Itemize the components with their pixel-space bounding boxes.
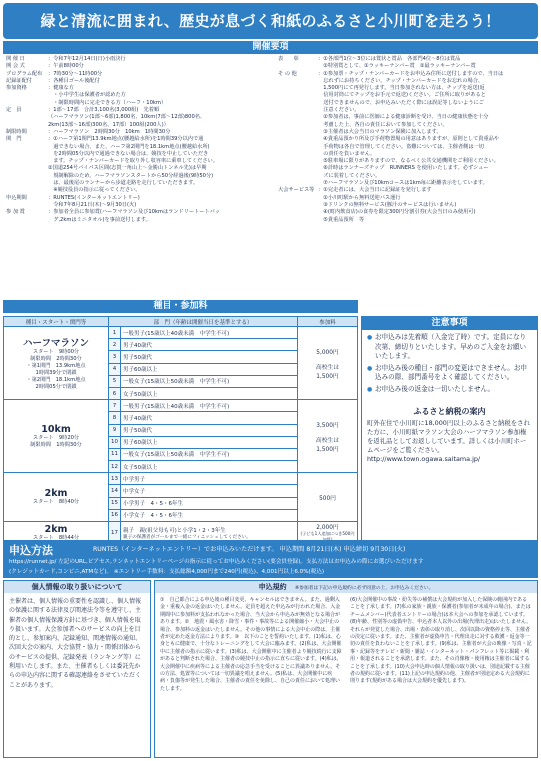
overview-line: [6, 173, 276, 180]
notice-heading: 注意事項: [362, 317, 537, 330]
overview-text: ②参加者は、事前に医師による健康診断を受け、当日の健康状態を十分: [318, 114, 489, 121]
privacy-heading: 個人情報の取り扱いについて: [4, 581, 150, 593]
overview-label: 記録証配付: [6, 77, 32, 84]
overview-line: [278, 173, 538, 180]
apply-line-3: (クレジットカード,コンビニ,ATMなど)。 ※エントリー手数料：支払総額4,000円まで240円(税込)、4,001円以上6.0%(税込): [9, 569, 325, 575]
overview-text: の責任を負いません。: [318, 150, 376, 157]
division-number: 9: [109, 424, 121, 436]
division-number: 7: [109, 400, 121, 412]
overview-line: [6, 63, 276, 70]
overview-heading: 開催要項: [3, 41, 538, 54]
overview-text: ：①ハーフ第1関門13.9km地点(腰越給水所)を1時間39分以内で通: [48, 136, 204, 143]
overview-text: 送付できませんので、お申込みいただく際には誤記等しないようにご: [318, 99, 484, 106]
overview-line: [6, 56, 276, 63]
division-name: [121, 327, 298, 339]
overview-left-column: [6, 56, 276, 224]
overview-label: 制限時間: [6, 128, 27, 135]
division-label: 女子50歳以上: [123, 391, 158, 398]
overview-text: 忘れずにお持ちください。チップ・ナンバーカードをお忘れの場合、: [318, 77, 484, 84]
race-detail: ・第1関門 13.9km地点: [26, 363, 86, 370]
division-number: 11: [109, 448, 121, 460]
race-detail: 1時間39分で閉鎖: [35, 370, 77, 377]
overview-line: [6, 92, 276, 99]
fee-text: 2,000円: [316, 525, 339, 531]
division-label: 一般男子(15歳以上40歳未満 中学生不可): [123, 330, 230, 337]
race-detail: 制限時間 1時間30分: [30, 441, 82, 448]
fee-cell: [298, 400, 358, 473]
division-number: 5: [109, 375, 121, 387]
division-number: 6: [109, 387, 121, 399]
terms-heading: [155, 581, 537, 593]
race-name: 2km: [44, 523, 68, 535]
fee-text: 1,500円: [316, 373, 339, 380]
overview-line: [278, 195, 538, 202]
overview-line: [278, 217, 538, 224]
overview-text: （ハーフマラソン(1部～6部)1,800名、10km(7部～12部)800名、: [48, 114, 206, 121]
division-label: 男子40歳代: [123, 415, 152, 422]
division-label: 男子60歳以上: [123, 440, 158, 447]
col-header-fee: 参加料: [298, 317, 358, 327]
overview-text: ます。チップ・ナンバーカードを取り外し収容車に乗車してください。: [48, 158, 218, 165]
overview-text: 2km(13部～16部)300名、17部）100組(200人)）: [48, 121, 169, 128]
overview-line: [6, 180, 276, 187]
division-name: [121, 412, 298, 424]
overview-line: [278, 63, 538, 70]
overview-label: プログラム配布: [6, 70, 43, 77]
overview-text: ズに装着してください。: [318, 172, 381, 179]
division-label: 小学女子 4・5・6年生: [123, 513, 183, 520]
overview-text: ：RUNTES(インターネットエントリー): [48, 194, 140, 201]
overview-line: [6, 165, 276, 172]
overview-line: [278, 114, 538, 121]
overview-label: 定 員: [6, 107, 22, 114]
overview-text: 手荷物は各自で管理してください。盗難については、主催者側は一切: [318, 143, 484, 150]
overview-line: [6, 136, 276, 143]
fee-text: 1,500円: [316, 446, 339, 453]
race-detail: スタート 8時44分: [32, 534, 80, 541]
overview-line: [6, 187, 276, 194]
overview-line: [6, 100, 276, 107]
overview-line: [278, 187, 538, 194]
overview-line: [278, 100, 538, 107]
division-name: [121, 424, 298, 436]
division-number: 8: [109, 412, 121, 424]
race-detail: スタート 8時40分: [32, 499, 80, 506]
terms-box: [154, 580, 538, 758]
race-detail: 制限時間 2時間30分: [30, 356, 82, 363]
division-number: 1: [109, 327, 121, 339]
categories-heading: 種目・参加料: [3, 300, 358, 313]
division-name: [121, 436, 298, 448]
furusato-text: 町外在住で小川町に18,000円以上のふるさと納税をされた方に、小川町紙マラソン大会のハーフマラソン参加権を返礼品としてお返ししています。詳しくは小川町ホームページをご覧ください。: [367, 418, 530, 455]
division-name: [121, 400, 298, 412]
fee-text: (子ども1人追加につき500円: [300, 531, 355, 536]
overview-text: ③ドリンクの無料サービス(豚汁のサービスは行いません): [318, 201, 457, 208]
overview-label: 開 催 日: [6, 56, 25, 62]
race-cell: [4, 473, 109, 522]
division-name: [121, 375, 298, 387]
division-label: 一般女子(15歳以上50歳未満 中学生不可): [123, 452, 230, 459]
division-label: 一般男子(15歳以上40歳未満 中学生不可): [123, 403, 230, 410]
overview-text: ④貴重品預かり所及び手荷物置場の用意はありますが、原則として貴重品や: [318, 136, 500, 143]
categories-table: [3, 316, 358, 544]
overview-line: [278, 71, 538, 78]
fee-text: 500円: [319, 495, 336, 502]
apply-banner: [3, 540, 538, 578]
division-number: 17: [109, 522, 121, 544]
overview-line: [278, 136, 538, 143]
overview-text: ：①完走者には、大会当日に記録証を発行します: [318, 187, 432, 194]
overview-text: ②特別賞として、①ラッキーナンバー賞 ②最ラッキーナンバー賞: [318, 63, 476, 70]
overview-line: [6, 122, 276, 129]
division-name: [121, 485, 298, 497]
overview-line: [278, 144, 538, 151]
division-name: [121, 461, 298, 473]
overview-label: 参加資格: [6, 85, 27, 92]
division-name: [121, 473, 298, 485]
fee-cell: [298, 473, 358, 522]
division-name: [121, 509, 298, 521]
overview-text: ：令和7年12月14日(日)小雨決行: [48, 56, 126, 62]
overview-line: [6, 114, 276, 121]
race-name: ハーフマラソン: [22, 338, 90, 350]
table-row: [4, 400, 358, 412]
overview-line: [278, 209, 538, 216]
division-label: 男子50歳代: [123, 428, 152, 435]
notice-item: ● お申込み後の返金は一切いたしません。: [367, 385, 532, 395]
overview-text: ※競技役員の指示に従ってください。: [48, 187, 141, 194]
overview-text: ⑤駐車場に限りがありますので、なるべく公共交通機関をご利用ください。: [318, 158, 499, 165]
overview-line: [278, 165, 538, 172]
overview-text: ②国道254号バイパス区間(志賀一角山上～金勝山トンネル先)は早期: [48, 165, 207, 172]
race-detail: スタート 9時00分: [32, 349, 80, 356]
fee-text: 高校生は: [315, 437, 340, 444]
overview-label: 大会サービス等: [278, 187, 315, 194]
division-label: 男子60歳以上: [123, 367, 158, 374]
furusato-heading: ふるさと納税の案内: [413, 406, 486, 416]
overview-text: ②小川町駅から無料送迎バス運行: [318, 194, 401, 201]
notice-panel: [361, 316, 538, 566]
overview-line: [6, 78, 276, 85]
col-header-division: 部 門（年齢は開催当日を基準とする）: [109, 317, 298, 327]
division-number: 16: [109, 509, 121, 521]
apply-line-2[interactable]: https://runnet.jp/ 左記のURL,ピアセス,ランネットエントリーページの指示に従ってお申込みください(要会員登録)。支払方法はお申込みの際にお選びいただけます: [9, 559, 424, 565]
overview-text: ⑦ハーフマラソン及び10kmコースは1km毎に距離表示をしています。: [318, 180, 488, 187]
division-name: [121, 387, 298, 399]
page-title: 緑と清流に囲まれ、歴史が息づく和紙のふるさと小川町を走ろう！: [40, 12, 501, 30]
division-number: 14: [109, 485, 121, 497]
overview-text: ：午前8時00分: [48, 63, 84, 70]
overview-text: ・制限時間内に完走できる方（ハーフ・10km）: [48, 99, 167, 106]
furusato-link[interactable]: http://www.town.ogawa.saitama.jp/: [367, 455, 481, 464]
overview-text: グ,2kmはミニタオル)を事前送付します。: [48, 216, 151, 223]
division-label: 中学男子: [123, 476, 146, 483]
overview-label: 関 門: [6, 136, 22, 143]
overview-text: ⑤貴重品預所 等: [318, 216, 365, 223]
overview-text: 注意ください。: [318, 107, 360, 114]
fee-text: 3,500円: [316, 422, 339, 429]
division-number: 10: [109, 436, 121, 448]
overview-label: そ の 他: [278, 70, 297, 77]
privacy-box: [3, 580, 151, 758]
division-label: 女子50歳以上: [123, 464, 158, 471]
overview-line: [6, 217, 276, 224]
overview-text: 信用封筒にてチップをお手元で返送)ください。ご住所に取りがあると: [318, 92, 486, 99]
overview-text: ：健康な方: [48, 85, 74, 92]
overview-text: ：①参加票・チップ・ナンバーカードをお申込み住所に送付しますので、当日は: [318, 70, 504, 77]
division-label: 一般女子(15歳以上50歳未満 中学生不可): [123, 379, 230, 386]
overview-text: 1,500円にて再発行します。当日参加されない方は、チップを返送(返: [318, 85, 485, 92]
overview-label: 申込期間: [6, 194, 27, 201]
notice-item: ● お申込みは先着順（入金完了時）です。定員になり次第、締切りといたします。早めのご入金をお願いいたします。: [367, 333, 532, 362]
apply-line-1: RUNTES（インターネットエントリー）でお申込みいただけます。 申込期間 8月21日(木) 申込締切 9月30日(火): [93, 546, 406, 553]
division-label: 男子40歳代: [123, 342, 152, 349]
division-name: [121, 497, 298, 509]
overview-line: [6, 144, 276, 151]
race-detail: スタート 9時20分: [32, 434, 80, 441]
overview-line: [6, 209, 276, 216]
race-cell: [4, 400, 109, 473]
division-number: 3: [109, 351, 121, 363]
division-number: 2: [109, 339, 121, 351]
fee-text: 5,000円: [316, 349, 339, 356]
fee-text: 高校生は: [315, 364, 340, 371]
division-name: [121, 351, 298, 363]
title-banner: [3, 3, 538, 39]
overview-text: ：①各部門1位～3位には賞状と賞品 各部門4位～8位は賞品: [318, 56, 461, 62]
division-name: [121, 339, 298, 351]
overview-text: ・小中学生は保護者が認めた方: [48, 92, 126, 99]
overview-line: [6, 195, 276, 202]
race-name: 10km: [41, 423, 71, 435]
overview-line: [278, 122, 538, 129]
table-row: [4, 473, 358, 485]
division-name: [121, 448, 298, 460]
overview-text: ⑥計時はランナーズチップ RUNNERS を使用いたします。必ずシュー: [318, 165, 489, 172]
overview-text: ：ハーフマラソン 2時間30分 10km 1時間30分: [48, 128, 171, 135]
division-label: 男子50歳代: [123, 354, 152, 361]
overview-right-column: [278, 56, 538, 224]
fee-cell: [298, 327, 358, 400]
overview-text: 令和7年8月21日(木)～9月30日(火): [48, 201, 137, 208]
overview-label: 開 会 式: [6, 63, 25, 70]
overview-text: ：各種目ゴール後配付: [48, 77, 100, 84]
terms-left: ① 自己都合による申込後の種目変更、キャンセルはできません。また、過剰入金・重複入金の返金はいたしません。定員を超えた申込みが行われた場合、入金期間中に参加料が支払われなかった場合、当大会から申込みが無効となる場合があります。② 地震・風水害・降雪・事件・事故等による開催縮小・大会中止の場合、参加料の返金はいたしません。その他の事情による大会中止の際は、主催者が定めた返金方法によります。③ 以下のことを誓約いたします。(1)私は、心身ともに健康で、十分なトレーニングをして大会に臨みます。(2)私は、大会開催中に主催者の指示に従います。(3)私は、大会開催中に主催者より競技続行に支障があると判断された場合、主催者の競技中止の指示に直ちに従います。(4)私は、大会開催中に疾病等による主催者の応急手当を受けることに異議ありません。その方法、処置等については一切異議を唱えません。(5)私は、大会開催中に疾病・負傷等が発生した場合、主催者の責任を免除し、自己の責任において処理いたします。: [160, 597, 342, 692]
overview-label: 参 加 賞: [6, 209, 25, 216]
terms-right: (6)大会開催中の事故・紛失等の補償は大会規約が加入した保険の範囲内であることを了承します。(7)私の家族・親族・保護者(参加者が未成年の場合)、またはチームメンバー(代表者エントリーの場合)は本大会への参加を承認しています。(8)年齢、性別等の虚偽申告、申込者本人以外の出場(代理出走)はいたしません。それらが発覚した場合、出場・表彰の取り消し、次回以降の資格停止等、主催者の決定に従います。また、主催者が虚偽申告・代理出走に対する救護・返金等一切の責任を負わないことを了承します。(9)私は、主催者が大会の映像・写真・記事・記録等をテレビ・新聞・雑誌・インターネット・パンフレット等に掲載・利用・報道されることを承諾します。また、その肖像権・使用権は主催者に属することを了承します。(10)大会申込時の個人情報の取り扱いは、別途記載する主催者の規約に従います。(11)上記の申込規約の他、主催者が別途定める大会規約に則ります(規約がある場合は大会規約を優先します)。: [350, 597, 532, 685]
overview-text: ④(町内飲食店)の食券を限定300円分割引券(大会当日のみ使用可): [318, 209, 476, 216]
overview-text: ：1部～17部 合計3,100名(3,000組) 先着順: [48, 107, 160, 114]
division-number: 13: [109, 473, 121, 485]
overview-line: [278, 92, 538, 99]
overview-text: ：7時30分～11時00分: [48, 70, 103, 77]
terms-note: ※参加者は下記の申込規約に必ず同意の上、お申込みください。: [295, 586, 434, 591]
overview-text: は、最後尾のランナーから歩道走路を走行していただきます。: [48, 180, 199, 187]
privacy-text: 主催者は、個人情報の重要性を認識し、個人情報の保護に関する法律及び関連法令等を遵守し、主催者の個人情報保護方針に基づき、個人情報を取り扱います。大会参加者へのサービスの向上を目的とし、参加案内、記録通知、関連情報の通知、次回大会の案内、大会協賛・協力・関係団体からのサービスの提供、記録発表（ランキング等）に利用いたします。また、主催者もしくは委託先からの申込内容に関する確認連絡をさせていただくことがあります。: [9, 598, 142, 689]
overview-text: を2時間05分以内で通過できない場合は、競技を中止していただき: [48, 150, 209, 157]
col-header-race: 種目・スタート・関門等: [4, 317, 109, 327]
division-name: [121, 363, 298, 375]
division-number: 12: [109, 461, 121, 473]
overview-line: [6, 85, 276, 92]
division-label: 親子 親(祖父母も可)と小学1・2・3年生: [123, 527, 226, 534]
overview-text: 考慮した上、各自の責任において参加してください。: [318, 121, 448, 128]
overview-text: ③主催者は大会当日のマラソン保険に加入します。: [318, 128, 442, 135]
division-label: 中学女子: [123, 489, 146, 496]
division-number: 4: [109, 363, 121, 375]
terms-title: 申込規約: [258, 583, 287, 591]
division-number: 15: [109, 497, 121, 509]
notice-item: ● お申込み後の種目・部門の変更はできません。お申込みの際、部門番号をよく確認してください。: [367, 364, 532, 383]
table-row: [4, 327, 358, 339]
race-cell: [4, 327, 109, 400]
overview-text: 過できない場合、また、ハーフ第2関門を18.1km地点(腰越給水所): [48, 143, 210, 150]
race-detail: ・第2関門 18.1km地点: [26, 377, 86, 384]
overview-text: ：参加者全員に参加賞(ハーフマラソン及び10kmはランドリートートバッ: [48, 209, 220, 216]
apply-title: 申込方法: [9, 544, 53, 557]
division-note: 親子の保護者がゴールまで一緒にフィニッシュしてください。: [123, 534, 251, 540]
overview-text: 規制解除のため、ハーフマラソンスタートから50分経過後(9時50分): [48, 172, 214, 179]
overview-line: [6, 71, 276, 78]
overview-label: 表 彰: [278, 56, 299, 62]
division-label: 小学男子 4・5・6年生: [123, 501, 183, 508]
race-detail: 2時間05分で閉鎖: [35, 384, 77, 391]
race-name: 2km: [44, 488, 68, 500]
